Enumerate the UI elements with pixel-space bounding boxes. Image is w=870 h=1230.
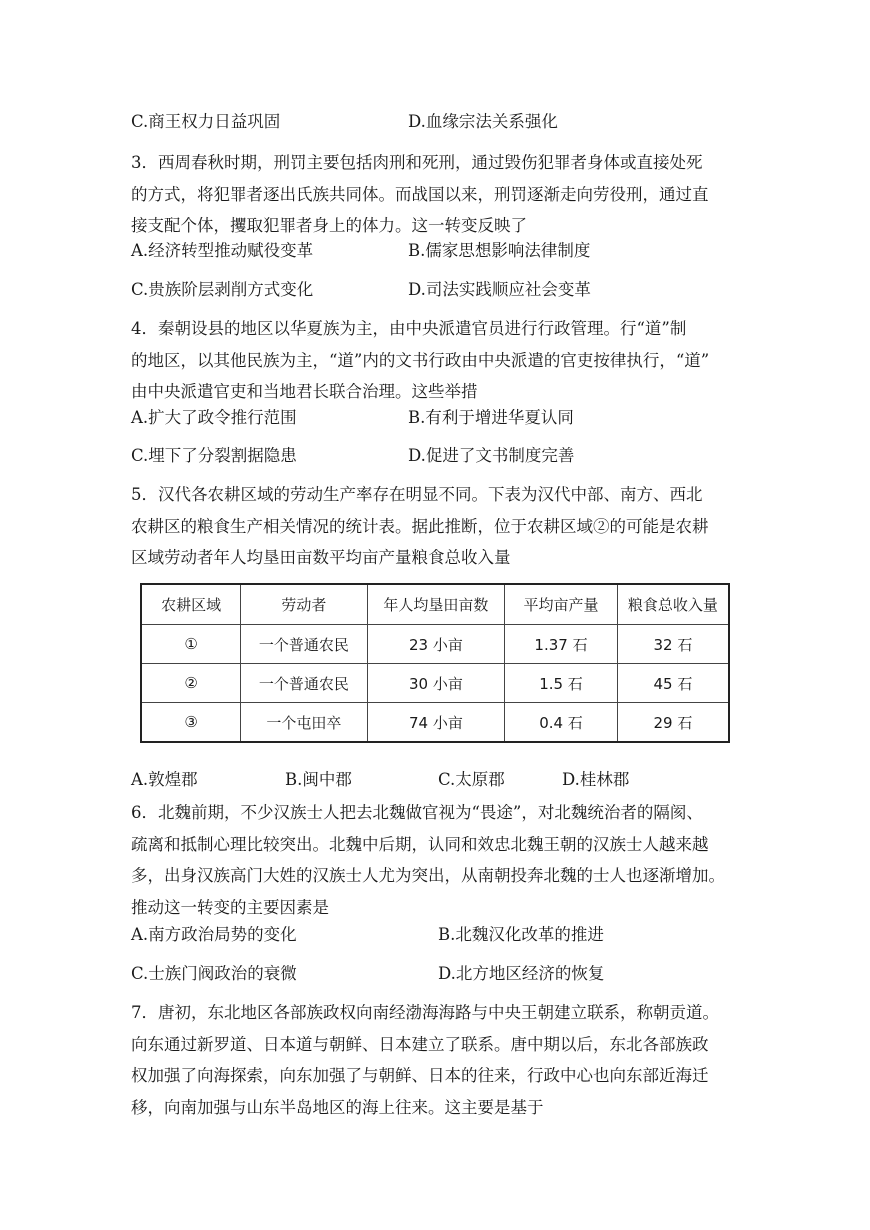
question-7-line: 向东通过新罗道、日本道与朝鲜、日本建立了联系。唐中期以后，东北各部族政 — [131, 1034, 709, 1054]
q5-option-d: D.桂林郡 — [562, 770, 630, 789]
table-header-cell: 农耕区域 — [141, 584, 241, 625]
table-header-row — [141, 584, 729, 625]
q3-option-a: A.经济转型推动赋役变革 — [131, 241, 314, 260]
q3-option-c: C.贵族阶层剥削方式变化 — [131, 280, 314, 299]
table-row — [141, 625, 729, 664]
question-4-line: 的地区，以其他民族为主，“道”内的文书行政由中央派遣的官吏按律执行，“道” — [131, 350, 710, 370]
q4-option-b: B.有利于增进华夏认同 — [408, 408, 574, 427]
question-7-stem — [131, 997, 741, 1123]
q2-option-c: C.商王权力日益巩固 — [131, 112, 281, 131]
q3-option-b: B.儒家思想影响法律制度 — [408, 241, 591, 260]
table-header-cell: 年人均垦田亩数 — [367, 584, 505, 625]
table-cell: 74 小亩 — [367, 703, 505, 743]
q4-option-c: C.埋下了分裂割据隐患 — [131, 446, 297, 465]
q5-option-b: B.闽中郡 — [285, 770, 352, 789]
table-header-cell: 劳动者 — [241, 584, 368, 625]
q2-option-d: D.血缘宗法关系强化 — [408, 112, 558, 131]
table-cell: ① — [141, 625, 241, 664]
question-7-line: 移，向南加强与山东半岛地区的海上往来。这主要是基于 — [131, 1097, 544, 1117]
table-row — [141, 703, 729, 743]
question-5-line: 农耕区的粮食生产相关情况的统计表。据此推断，位于农耕区域②的可能是农耕 — [131, 516, 709, 536]
question-3-line: 的方式，将犯罪者逐出氏族共同体。而战国以来，刑罚逐渐走向劳役刑，通过直 — [131, 184, 709, 204]
question-6-line: 多，出身汉族高门大姓的汉族士人尤为突出，从南朝投奔北魏的士人也逐渐增加。 — [131, 866, 725, 885]
question-7-line: 权加强了向海探索，向东加强了与朝鲜、日本的往来，行政中心也向东部近海迁 — [131, 1066, 709, 1085]
table-cell: 45 石 — [617, 664, 729, 703]
question-3-line: 接支配个体，攫取犯罪者身上的体力。这一转变反映了 — [131, 216, 527, 235]
question-6-stem — [131, 797, 741, 923]
table-cell: 1.37 石 — [505, 625, 618, 664]
table-header-cell: 粮食总收入量 — [617, 584, 729, 625]
question-4-line: 4．秦朝设县的地区以华夏族为主，由中央派遣官员进行行政管理。行“道”制 — [131, 319, 687, 338]
table-cell: 32 石 — [617, 625, 729, 664]
q6-option-d: D.北方地区经济的恢复 — [438, 964, 605, 983]
question-6-line: 推动这一转变的主要因素是 — [131, 897, 329, 917]
grain-production-table — [140, 583, 730, 743]
q3-option-d: D.司法实践顺应社会变革 — [408, 280, 591, 299]
question-3-line: 3．西周春秋时期，刑罚主要包括肉刑和死刑，通过毁伤犯罪者身体或直接处死 — [131, 153, 703, 172]
question-5-line: 5．汉代各农耕区域的劳动生产率存在明显不同。下表为汉代中部、南方、西北 — [131, 485, 703, 504]
table-row — [141, 664, 729, 703]
q5-option-a: A.敦煌郡 — [131, 770, 198, 789]
table-cell: 一个普通农民 — [241, 625, 368, 664]
question-6-line: 6．北魏前期，不少汉族士人把去北魏做官视为“畏途”，对北魏统治者的隔阂、 — [131, 803, 703, 822]
question-4-line: 由中央派遣官吏和当地君长联合治理。这些举措 — [131, 382, 478, 401]
q4-option-a: A.扩大了政令推行范围 — [131, 408, 297, 427]
q6-option-b: B.北魏汉化改革的推进 — [438, 925, 604, 944]
table-cell: 29 石 — [617, 703, 729, 743]
table-cell: 30 小亩 — [367, 664, 505, 703]
table-cell: 一个屯田卒 — [241, 703, 368, 743]
table-cell: 一个普通农民 — [241, 664, 368, 703]
question-3-stem — [131, 147, 741, 242]
table-cell: ② — [141, 664, 241, 703]
table-cell: 1.5 石 — [505, 664, 618, 703]
question-7-line: 7．唐初，东北地区各部族政权向南经渤海海路与中央王朝建立联系，称朝贡道。 — [131, 1003, 719, 1022]
q5-option-c: C.太原郡 — [438, 770, 505, 789]
table-cell: ③ — [141, 703, 241, 743]
question-6-line: 疏离和抵制心理比较突出。北魏中后期，认同和效忠北魏王朝的汉族士人越来越 — [131, 834, 709, 854]
question-4-stem — [131, 313, 741, 408]
table-cell: 23 小亩 — [367, 625, 505, 664]
q4-option-d: D.促进了文书制度完善 — [408, 446, 575, 465]
table-header-cell: 平均亩产量 — [505, 584, 618, 625]
table-cell: 0.4 石 — [505, 703, 618, 743]
q6-option-a: A.南方政治局势的变化 — [131, 925, 297, 944]
question-5-line: 区域劳动者年人均垦田亩数平均亩产量粮食总收入量 — [131, 548, 511, 567]
q6-option-c: C.士族门阀政治的衰微 — [131, 964, 297, 983]
question-5-stem — [131, 479, 741, 574]
